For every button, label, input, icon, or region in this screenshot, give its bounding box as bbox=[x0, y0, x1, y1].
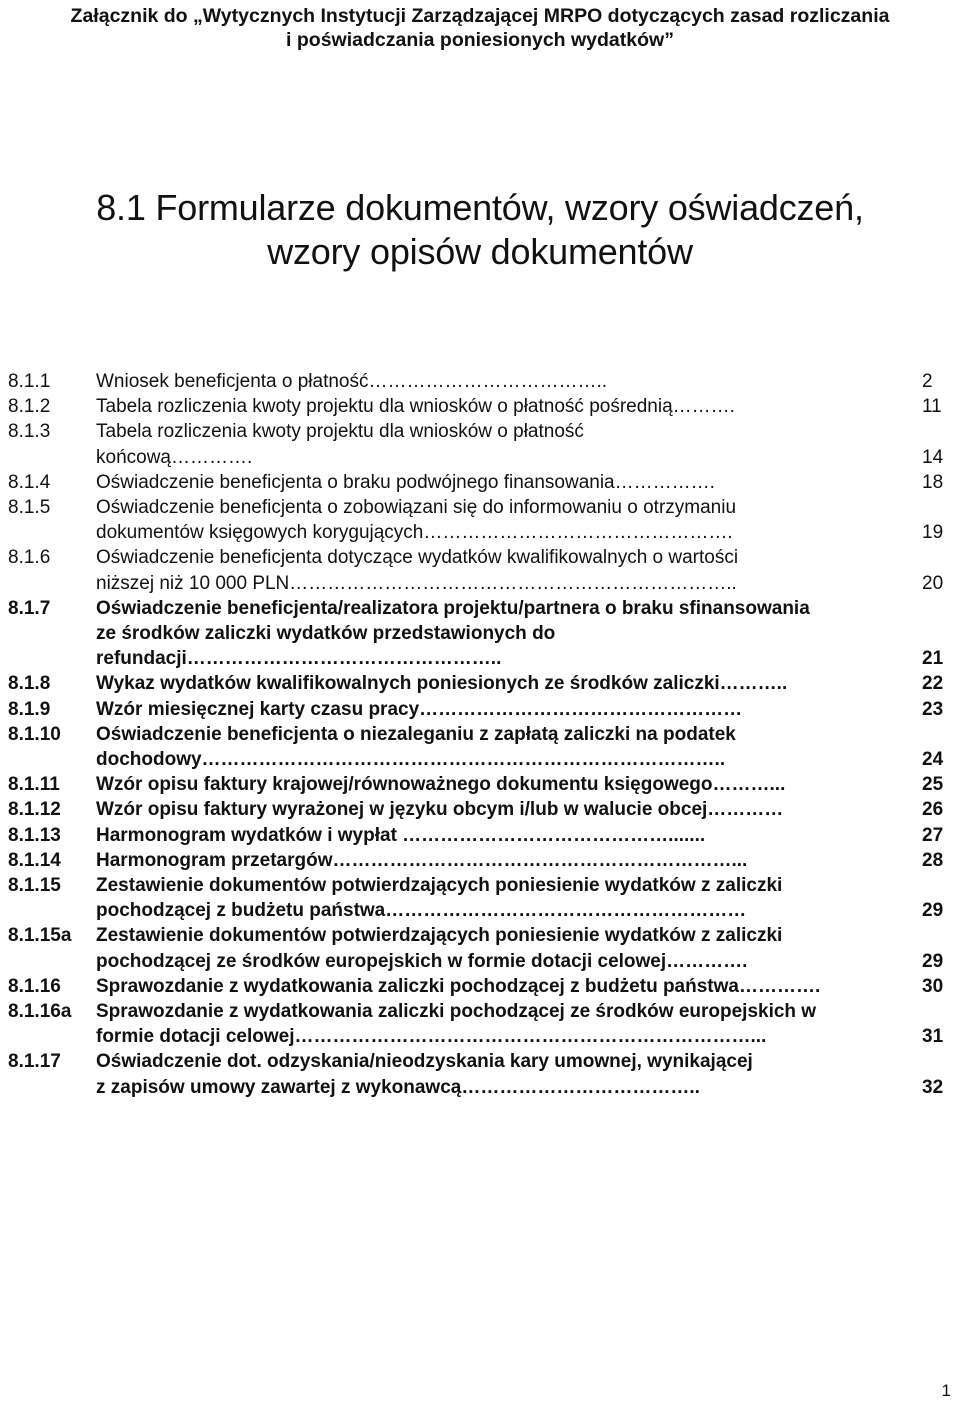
toc-entry-title-line: Zestawienie dokumentów potwierdzających poniesienie wydatków z zaliczki bbox=[96, 925, 783, 947]
toc-entry[interactable] bbox=[8, 419, 958, 469]
toc-entry-page: 23 bbox=[922, 698, 944, 720]
toc-entry-title-line: Wzór opisu faktury krajowej/równoważnego dokumentu księgowego………... bbox=[96, 774, 786, 796]
toc-entry-title bbox=[96, 999, 906, 1049]
toc-entry-title-line: z zapisów umowy zawartej z wykonawcą……………………………….. bbox=[96, 1076, 700, 1098]
toc-entry-page: 27 bbox=[922, 824, 944, 846]
toc-entry-title-line: Zestawienie dokumentów potwierdzających poniesienie wydatków z zaliczki bbox=[96, 875, 783, 897]
toc-entry-title-line: pochodzącej ze środków europejskich w formie dotacji celowej…………. bbox=[96, 950, 748, 972]
toc-entry[interactable] bbox=[8, 797, 958, 822]
toc-entry-page: 30 bbox=[922, 975, 944, 997]
toc-entry-title-line: dochodowy……………………………………………………………………….. bbox=[96, 749, 726, 771]
toc-entry-page: 24 bbox=[922, 749, 944, 771]
toc-entry-title-line: Wniosek beneficjenta o płatność……………………………….. bbox=[96, 371, 608, 392]
toc-entry-number: 8.1.15 bbox=[8, 875, 61, 897]
toc-entry-page: 21 bbox=[922, 648, 944, 670]
toc-entry-title bbox=[96, 848, 906, 873]
toc-entry-title bbox=[96, 545, 906, 595]
toc-entry[interactable] bbox=[8, 1049, 958, 1099]
toc-entry-number: 8.1.16a bbox=[8, 1001, 72, 1023]
toc-entry-title-line: Oświadczenie beneficjenta o zobowiązani się do informowaniu o otrzymaniu bbox=[96, 497, 737, 519]
toc-entry-page: 31 bbox=[922, 1026, 944, 1048]
toc-entry-title bbox=[96, 797, 906, 822]
toc-entry-page: 22 bbox=[922, 673, 944, 695]
table-of-contents bbox=[8, 369, 958, 1100]
toc-entry-page: 20 bbox=[922, 572, 944, 594]
toc-entry-title-line: Harmonogram przetargów………………………………………………………... bbox=[96, 849, 748, 871]
toc-entry[interactable] bbox=[8, 394, 958, 419]
toc-entry-title-line: Oświadczenie beneficjenta dotyczące wydatków kwalifikowalnych o wartości bbox=[96, 547, 739, 569]
header-line-2: i poświadczania poniesionych wydatków” bbox=[286, 29, 674, 51]
toc-entry-title-line: ze środków zaliczki wydatków przedstawionych do bbox=[96, 623, 556, 645]
toc-entry-title-line: Wzór opisu faktury wyrażonej w języku obcym i/lub w walucie obcej………… bbox=[96, 799, 784, 821]
toc-entry-number: 8.1.7 bbox=[8, 597, 51, 619]
toc-entry-number: 8.1.1 bbox=[8, 371, 51, 392]
toc-entry-title bbox=[96, 697, 906, 722]
toc-entry[interactable] bbox=[8, 545, 958, 595]
document-header bbox=[0, 4, 960, 52]
toc-entry-page: 28 bbox=[922, 849, 944, 871]
toc-entry[interactable] bbox=[8, 495, 958, 545]
toc-entry-number: 8.1.11 bbox=[8, 774, 60, 796]
toc-entry[interactable] bbox=[8, 470, 958, 495]
toc-entry-number: 8.1.12 bbox=[8, 799, 61, 821]
toc-entry[interactable] bbox=[8, 369, 958, 394]
toc-entry-title-line: dokumentów księgowych korygujących…………………………………………. bbox=[96, 522, 733, 544]
header-line-1: Załącznik do „Wytycznych Instytucji Zarządzającej MRPO dotyczących zasad rozliczania bbox=[70, 5, 890, 27]
toc-entry[interactable] bbox=[8, 596, 958, 672]
title-line-2: wzory opisów dokumentów bbox=[267, 231, 693, 272]
toc-entry[interactable] bbox=[8, 999, 958, 1049]
title-line-1: 8.1 Formularze dokumentów, wzory oświadczeń, bbox=[96, 187, 864, 228]
toc-entry-title-line: pochodzącej z budżetu państwa………………………………………………… bbox=[96, 900, 747, 922]
section-title bbox=[0, 186, 960, 274]
toc-entry-title bbox=[96, 1049, 906, 1099]
toc-entry-title-line: Oświadczenie beneficjenta o niezaleganiu z zapłatą zaliczki na podatek bbox=[96, 723, 736, 745]
toc-entry[interactable] bbox=[8, 873, 958, 923]
toc-entry-title-line: Oświadczenie beneficjenta o braku podwójnego finansowania……………. bbox=[96, 471, 715, 493]
toc-entry[interactable] bbox=[8, 772, 958, 797]
toc-entry-page: 25 bbox=[922, 774, 944, 796]
toc-entry-title-line: Tabela rozliczenia kwoty projektu dla wniosków o płatność pośrednią………. bbox=[96, 396, 735, 418]
toc-entry-number: 8.1.14 bbox=[8, 849, 61, 871]
toc-entry-page: 11 bbox=[922, 396, 942, 418]
toc-entry-number: 8.1.6 bbox=[8, 547, 51, 569]
toc-entry-title-line: Harmonogram wydatków i wypłat ……………………………………....... bbox=[96, 824, 706, 846]
toc-entry-title bbox=[96, 823, 906, 848]
toc-entry-number: 8.1.13 bbox=[8, 824, 61, 846]
toc-entry-title-line: Sprawozdanie z wydatkowania zaliczki pochodzącej ze środków europejskich w bbox=[96, 1001, 817, 1023]
toc-entry-page: 32 bbox=[922, 1076, 944, 1098]
toc-entry-page: 18 bbox=[922, 471, 944, 493]
toc-entry-title-line: Wzór miesięcznej karty czasu pracy…………………………………………… bbox=[96, 698, 743, 720]
toc-entry-title bbox=[96, 495, 906, 545]
toc-entry-title bbox=[96, 772, 906, 797]
toc-entry-number: 8.1.10 bbox=[8, 723, 61, 745]
toc-entry-title-line: Oświadczenie beneficjenta/realizatora projektu/partnera o braku sfinansowania bbox=[96, 597, 810, 619]
toc-entry-title bbox=[96, 974, 906, 999]
toc-entry-number: 8.1.2 bbox=[8, 396, 51, 418]
toc-entry-number: 8.1.16 bbox=[8, 975, 61, 997]
toc-entry-number: 8.1.3 bbox=[8, 421, 51, 443]
toc-entry[interactable] bbox=[8, 974, 958, 999]
toc-entry-number: 8.1.9 bbox=[8, 698, 51, 720]
toc-entry-title bbox=[96, 923, 906, 973]
toc-entry-title bbox=[96, 671, 906, 696]
toc-entry-page: 14 bbox=[922, 446, 944, 468]
toc-entry-title-line: niższej niż 10 000 PLN…………………………………………………………….. bbox=[96, 572, 737, 594]
page-number: 1 bbox=[941, 1381, 951, 1400]
toc-entry-title bbox=[96, 369, 906, 394]
toc-entry-page: 29 bbox=[922, 900, 944, 922]
toc-entry[interactable] bbox=[8, 848, 958, 873]
toc-entry-page: 2 bbox=[922, 371, 933, 392]
toc-entry[interactable] bbox=[8, 697, 958, 722]
toc-entry[interactable] bbox=[8, 923, 958, 973]
toc-entry[interactable] bbox=[8, 671, 958, 696]
toc-entry-title-line: formie dotacji celowej………………………………………………………………... bbox=[96, 1026, 767, 1048]
toc-entry-title bbox=[96, 873, 906, 923]
toc-entry-number: 8.1.15a bbox=[8, 925, 72, 947]
toc-entry-title bbox=[96, 394, 906, 419]
toc-entry-number: 8.1.8 bbox=[8, 673, 51, 695]
toc-entry-title-line: końcową…………. bbox=[96, 446, 253, 468]
toc-entry[interactable] bbox=[8, 722, 958, 772]
toc-entry-page: 19 bbox=[922, 522, 944, 544]
toc-entry-title bbox=[96, 722, 906, 772]
toc-entry-title bbox=[96, 596, 906, 672]
toc-entry-title-line: Tabela rozliczenia kwoty projektu dla wniosków o płatność bbox=[96, 421, 584, 443]
toc-entry-page: 26 bbox=[922, 799, 944, 821]
toc-entry-title-line: Sprawozdanie z wydatkowania zaliczki pochodzącej z budżetu państwa…………. bbox=[96, 975, 821, 997]
toc-entry-number: 8.1.4 bbox=[8, 471, 51, 493]
toc-entry-title bbox=[96, 419, 906, 469]
toc-entry-title-line: Wykaz wydatków kwalifikowalnych poniesionych ze środków zaliczki……….. bbox=[96, 673, 788, 695]
toc-entry-number: 8.1.17 bbox=[8, 1051, 61, 1073]
toc-entry-title-line: Oświadczenie dot. odzyskania/nieodzyskania kary umownej, wynikającej bbox=[96, 1051, 753, 1073]
toc-entry[interactable] bbox=[8, 823, 958, 848]
toc-entry-title bbox=[96, 470, 906, 495]
toc-entry-number: 8.1.5 bbox=[8, 497, 51, 519]
toc-entry-page: 29 bbox=[922, 950, 944, 972]
toc-entry-title-line: refundacji………………………………………….. bbox=[96, 648, 502, 670]
